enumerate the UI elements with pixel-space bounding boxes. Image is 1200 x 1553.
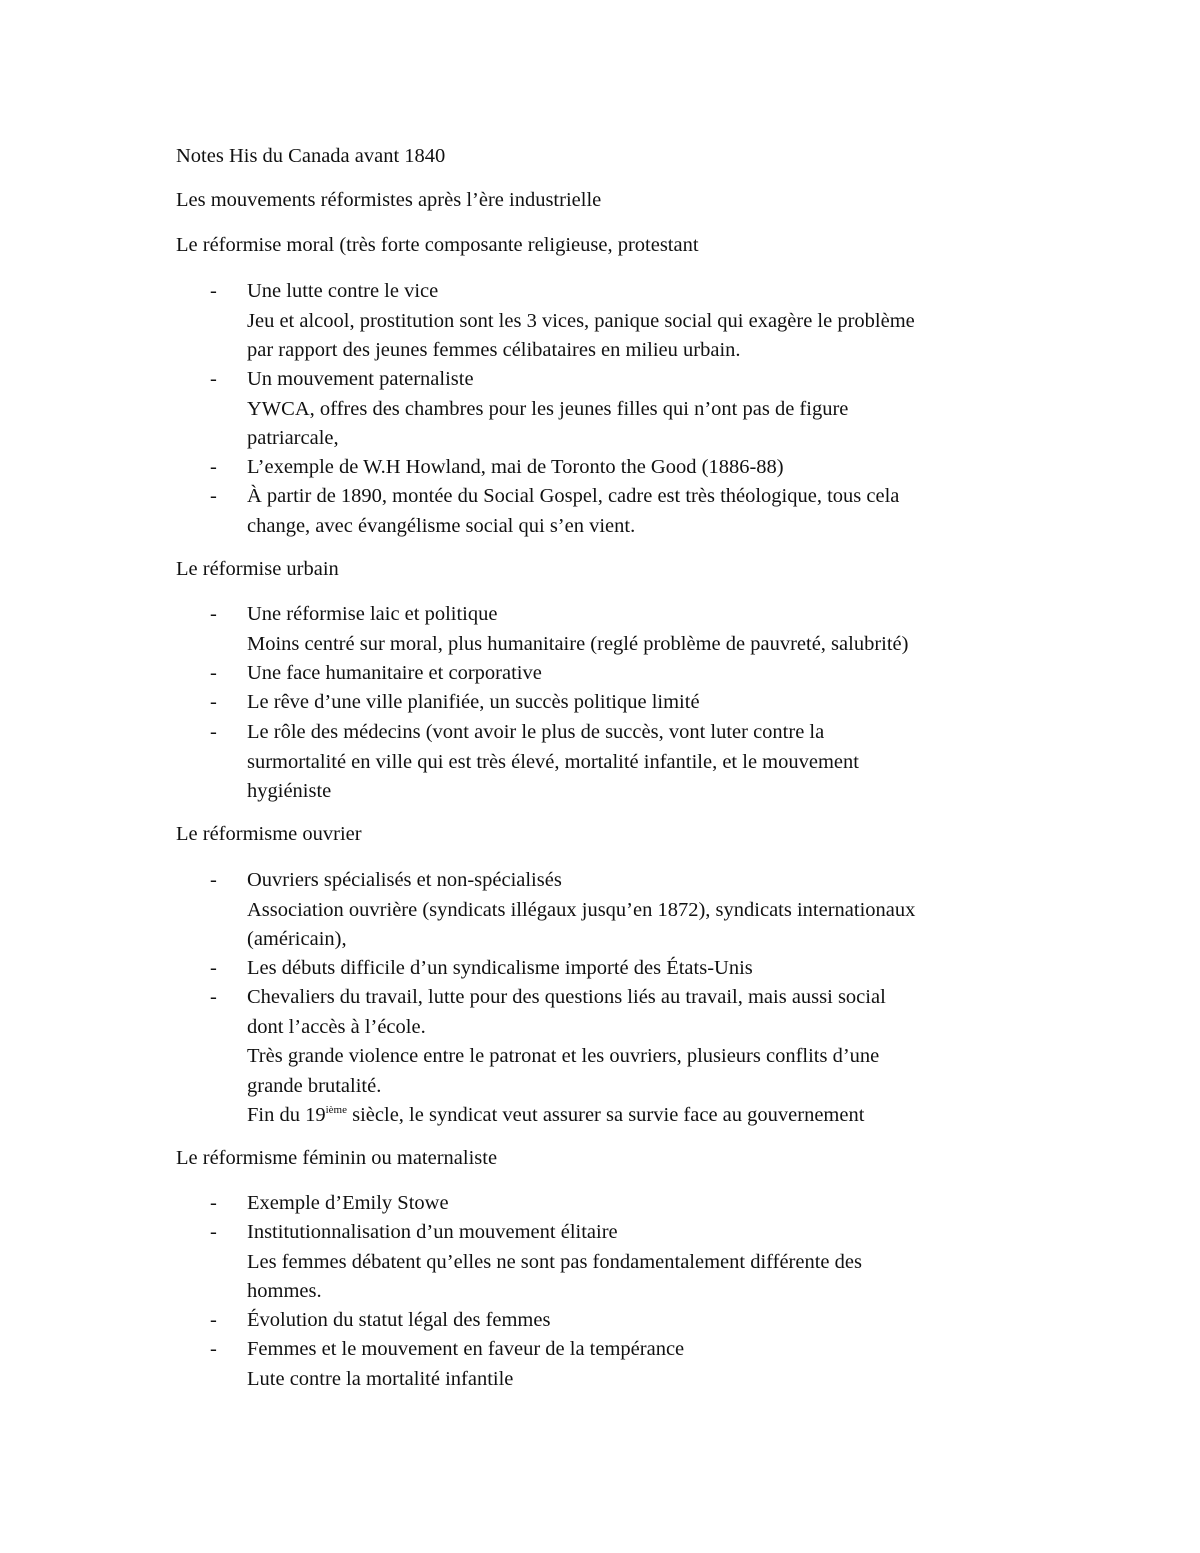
list-dash: - bbox=[210, 1221, 217, 1243]
list-line: Un mouvement paternaliste bbox=[247, 368, 474, 390]
list-item-text bbox=[247, 1335, 684, 1394]
list-item-text bbox=[247, 1189, 449, 1219]
list-line: Les débuts difficile d’un syndicalisme importé des États-Unis bbox=[247, 957, 753, 979]
list-line: patriarcale, bbox=[247, 427, 339, 449]
list-item-text bbox=[247, 1306, 550, 1336]
section-heading-moral: Le réformise moral (très forte composante religieuse, protestant bbox=[176, 234, 699, 256]
list-line: Lute contre la mortalité infantile bbox=[247, 1367, 514, 1390]
list-line: Chevaliers du travail, lutte pour des questions liés au travail, mais aussi social bbox=[247, 986, 886, 1008]
list-line: Les femmes débatent qu’elles ne sont pas fondamentalement différente des bbox=[247, 1250, 862, 1273]
list-line: par rapport des jeunes femmes célibataires en milieu urbain. bbox=[247, 339, 741, 361]
list-line: À partir de 1890, montée du Social Gospel, cadre est très théologique, tous cela bbox=[247, 485, 900, 507]
list-line: Une face humanitaire et corporative bbox=[247, 662, 542, 684]
list-item-text bbox=[247, 600, 908, 659]
page-subtitle: Les mouvements réformistes après l’ère industrielle bbox=[176, 189, 602, 211]
list-dash: - bbox=[210, 603, 217, 625]
list-item-text bbox=[247, 277, 915, 366]
page-title: Notes His du Canada avant 1840 bbox=[176, 145, 446, 167]
list-item-text bbox=[247, 453, 784, 483]
list-item-text bbox=[247, 718, 859, 807]
list-line: Une réformise laic et politique bbox=[247, 603, 498, 625]
list-line-superscript bbox=[247, 1101, 886, 1131]
list-line: dont l’accès à l’école. bbox=[247, 1015, 426, 1038]
list-dash: - bbox=[210, 1192, 217, 1214]
list-line: L’exemple de W.H Howland, mai de Toronto the Good (1886-88) bbox=[247, 456, 784, 478]
list-line: Exemple d’Emily Stowe bbox=[247, 1192, 449, 1214]
list-dash: - bbox=[210, 986, 217, 1008]
list-dash: - bbox=[210, 280, 217, 302]
list-line: Institutionnalisation d’un mouvement élitaire bbox=[247, 1221, 618, 1243]
section-heading-urbain: Le réformise urbain bbox=[176, 558, 339, 580]
list-dash: - bbox=[210, 456, 217, 478]
list-dash: - bbox=[210, 869, 217, 891]
list-item-text bbox=[247, 1218, 862, 1307]
list-line: Ouvriers spécialisés et non-spécialisés bbox=[247, 869, 562, 891]
list-line: hygiéniste bbox=[247, 780, 332, 802]
list-dash: - bbox=[210, 368, 217, 390]
list-item-text bbox=[247, 954, 753, 984]
list-line: (américain), bbox=[247, 928, 347, 950]
list-item-text bbox=[247, 482, 899, 541]
line-text-after: siècle, le syndicat veut assurer sa survie face au gouvernement bbox=[347, 1104, 865, 1126]
list-line: Association ouvrière (syndicats illégaux jusqu’en 1872), syndicats internationaux bbox=[247, 898, 916, 921]
list-dash: - bbox=[210, 1309, 217, 1331]
list-item-text bbox=[247, 688, 700, 718]
list-line: Le rôle des médecins (vont avoir le plus de succès, vont luter contre la bbox=[247, 721, 825, 743]
list-line: Moins centré sur moral, plus humanitaire (reglé problème de pauvreté, salubrité) bbox=[247, 632, 909, 655]
ordinal-superscript: ième bbox=[325, 1104, 347, 1117]
list-dash: - bbox=[210, 957, 217, 979]
list-line: change, avec évangélisme social qui s’en vient. bbox=[247, 514, 636, 537]
list-item-text bbox=[247, 866, 915, 955]
list-line: grande brutalité. bbox=[247, 1074, 382, 1097]
list-line: Le rêve d’une ville planifiée, un succès politique limité bbox=[247, 691, 700, 713]
list-dash: - bbox=[210, 662, 217, 684]
list-item-text bbox=[247, 659, 542, 689]
list-line: Évolution du statut légal des femmes bbox=[247, 1309, 551, 1331]
list-line: YWCA, offres des chambres pour les jeunes filles qui n’ont pas de figure bbox=[247, 397, 849, 420]
list-line: surmortalité en ville qui est très élevé, mortalité infantile, et le mouvement bbox=[247, 750, 859, 773]
list-dash: - bbox=[210, 691, 217, 713]
list-dash: - bbox=[210, 721, 217, 743]
list-line: Jeu et alcool, prostitution sont les 3 vices, panique social qui exagère le problème bbox=[247, 309, 915, 332]
section-heading-ouvrier: Le réformisme ouvrier bbox=[176, 823, 362, 845]
list-dash: - bbox=[210, 485, 217, 507]
list-line: Très grande violence entre le patronat et les ouvriers, plusieurs conflits d’une bbox=[247, 1045, 880, 1067]
list-dash: - bbox=[210, 1338, 217, 1360]
section-heading-feminin: Le réformisme féminin ou maternaliste bbox=[176, 1147, 498, 1169]
line-text-before: Fin du 19 bbox=[247, 1104, 326, 1126]
list-item-text bbox=[247, 365, 848, 454]
list-line: hommes. bbox=[247, 1280, 322, 1302]
list-line: Femmes et le mouvement en faveur de la tempérance bbox=[247, 1338, 685, 1360]
list-item-text bbox=[247, 983, 886, 1131]
list-line: Une lutte contre le vice bbox=[247, 280, 439, 302]
